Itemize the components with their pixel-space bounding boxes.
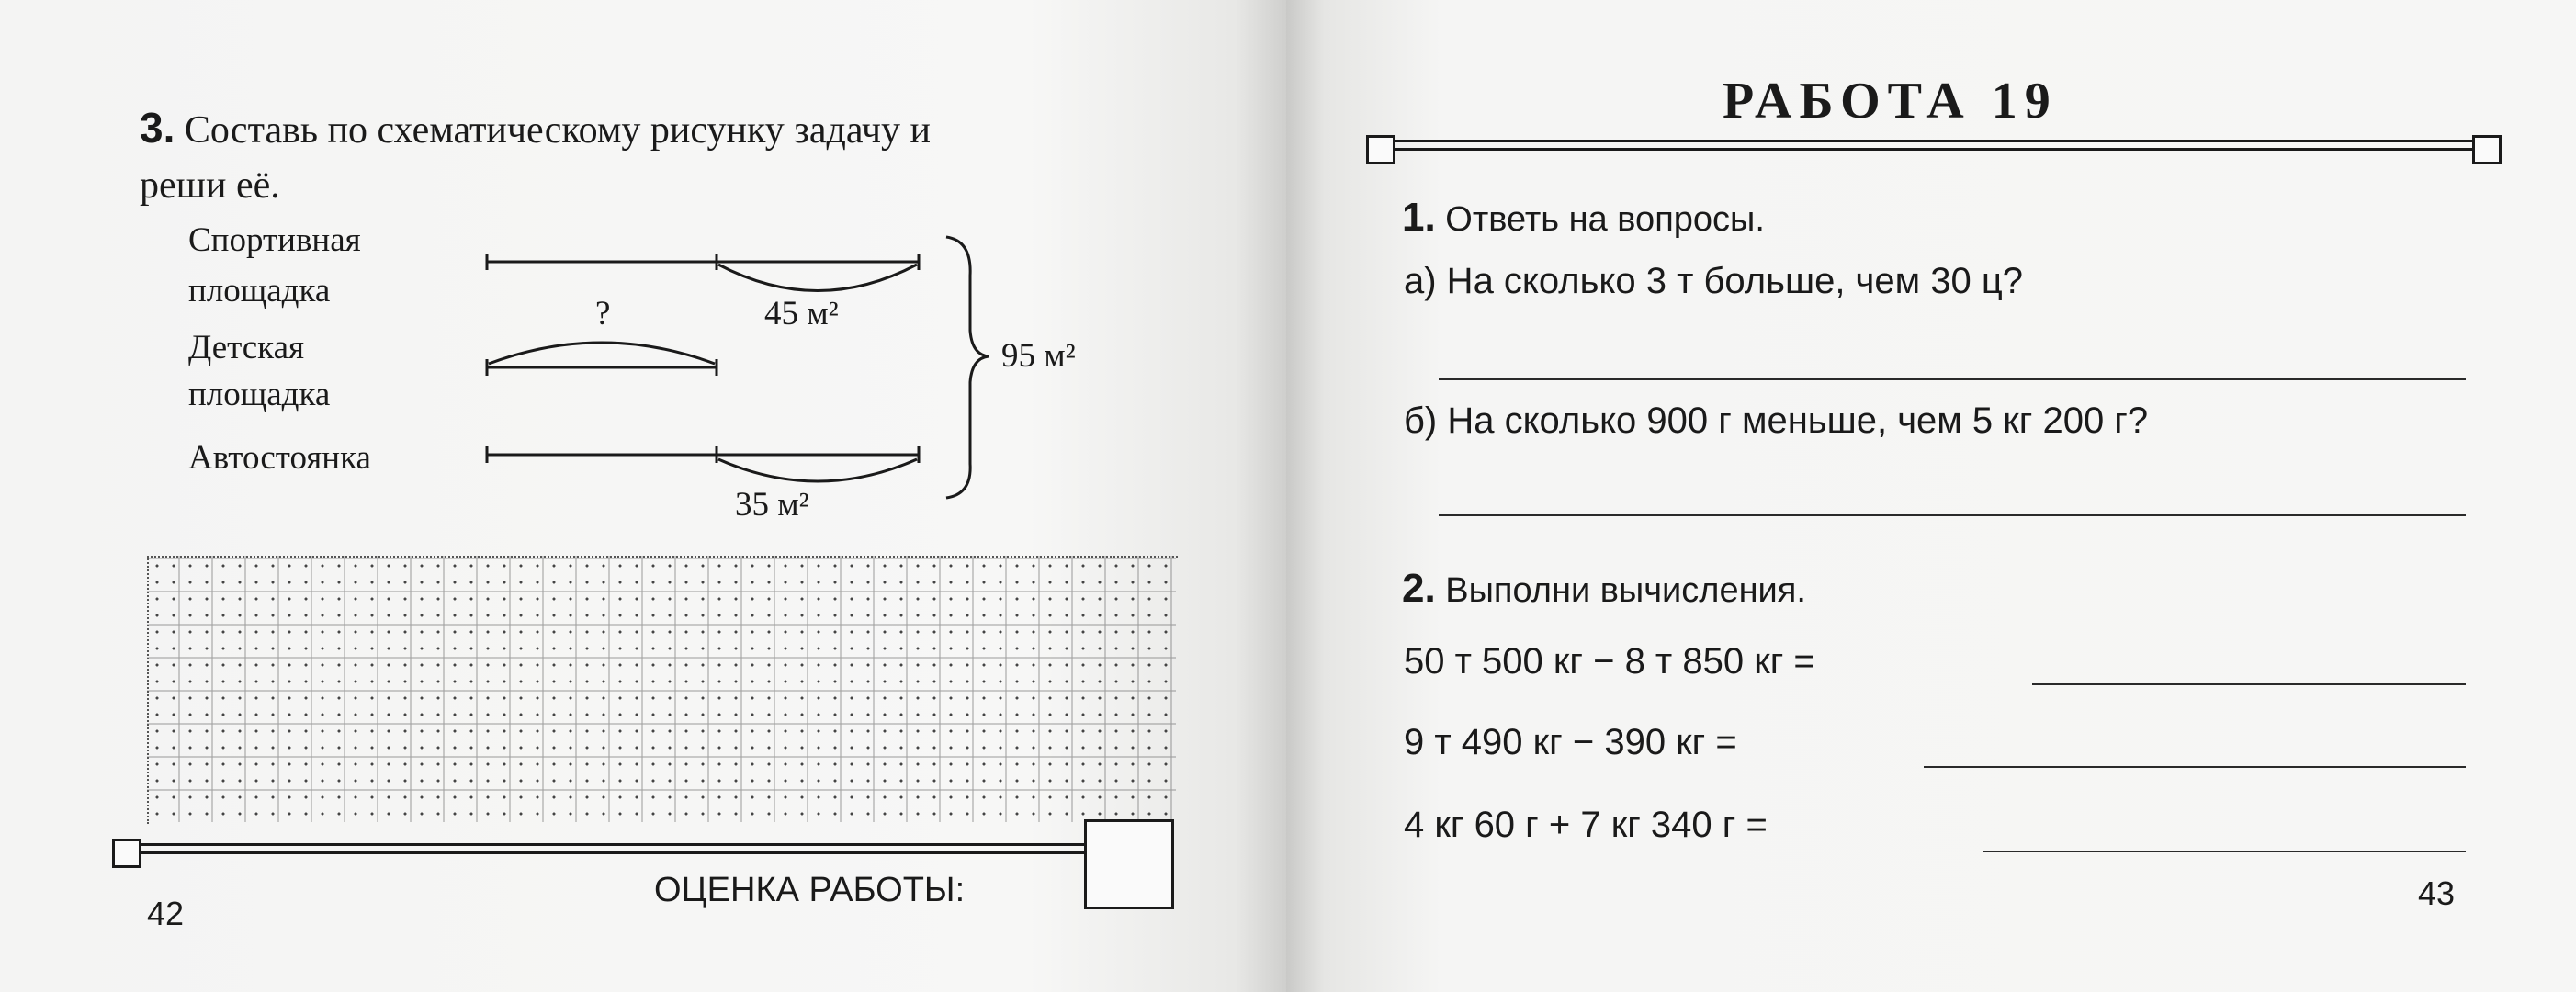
task1-number: 1. — [1402, 195, 1436, 240]
task3-text-line1: Составь по схематическому рисунку задачу и — [184, 109, 931, 152]
task3-number: 3. — [140, 104, 175, 152]
question-b: б) На сколько 900 г меньше, чем 5 кг 200 г? — [1404, 400, 2149, 441]
title-bar — [1393, 140, 2472, 151]
score-box[interactable] — [1084, 819, 1174, 909]
expression-1: 50 т 500 кг − 8 т 850 кг = — [1404, 641, 1815, 682]
task1-header — [1402, 195, 1765, 241]
task2-heading: Выполни вычисления. — [1445, 571, 1806, 610]
question-a: а) На сколько 3 т больше, чем 30 ц? — [1404, 261, 2024, 301]
diagram-label-parking: Автостоянка — [188, 439, 371, 477]
page-title: РАБОТА 19 — [1723, 73, 2058, 130]
diagram-total: 95 м² — [1001, 337, 1076, 375]
task2-header — [1402, 566, 1806, 612]
task1-heading: Ответь на вопросы. — [1445, 200, 1765, 239]
score-label: ОЦЕНКА РАБОТЫ: — [654, 871, 966, 909]
page-number-right: 43 — [2418, 874, 2456, 912]
task2-number: 2. — [1402, 566, 1436, 611]
diagram-label-kids-2: площадка — [188, 376, 331, 413]
left-page — [0, 0, 1286, 992]
answer-line-a[interactable] — [1439, 378, 2466, 380]
right-page — [1286, 0, 2576, 992]
bar-end-square — [112, 839, 141, 868]
diagram-top-value: 45 м² — [764, 295, 839, 333]
diagram-label-kids-1: Детская — [188, 329, 305, 366]
diagram-question: ? — [595, 295, 611, 333]
task3-text-line2: реши её. — [140, 164, 280, 207]
diagram-label-sport-1: Спортивная — [188, 221, 361, 259]
title-bar-left-square — [1366, 135, 1395, 164]
title-bar-right-square — [2472, 135, 2502, 164]
answer-line-expr3[interactable] — [1983, 851, 2466, 852]
answer-grid[interactable] — [147, 556, 1178, 824]
answer-line-b[interactable] — [1439, 514, 2466, 516]
expression-3: 4 кг 60 г + 7 кг 340 г = — [1404, 805, 1768, 845]
page-number-left: 42 — [147, 895, 185, 932]
expression-2: 9 т 490 кг − 390 кг = — [1404, 722, 1737, 762]
diagram-label-sport-2: площадка — [188, 272, 331, 310]
answer-line-expr1[interactable] — [2032, 683, 2466, 685]
answer-line-expr2[interactable] — [1924, 766, 2466, 768]
diagram-bottom-value: 35 м² — [735, 486, 809, 524]
decorative-bar — [139, 843, 1085, 854]
